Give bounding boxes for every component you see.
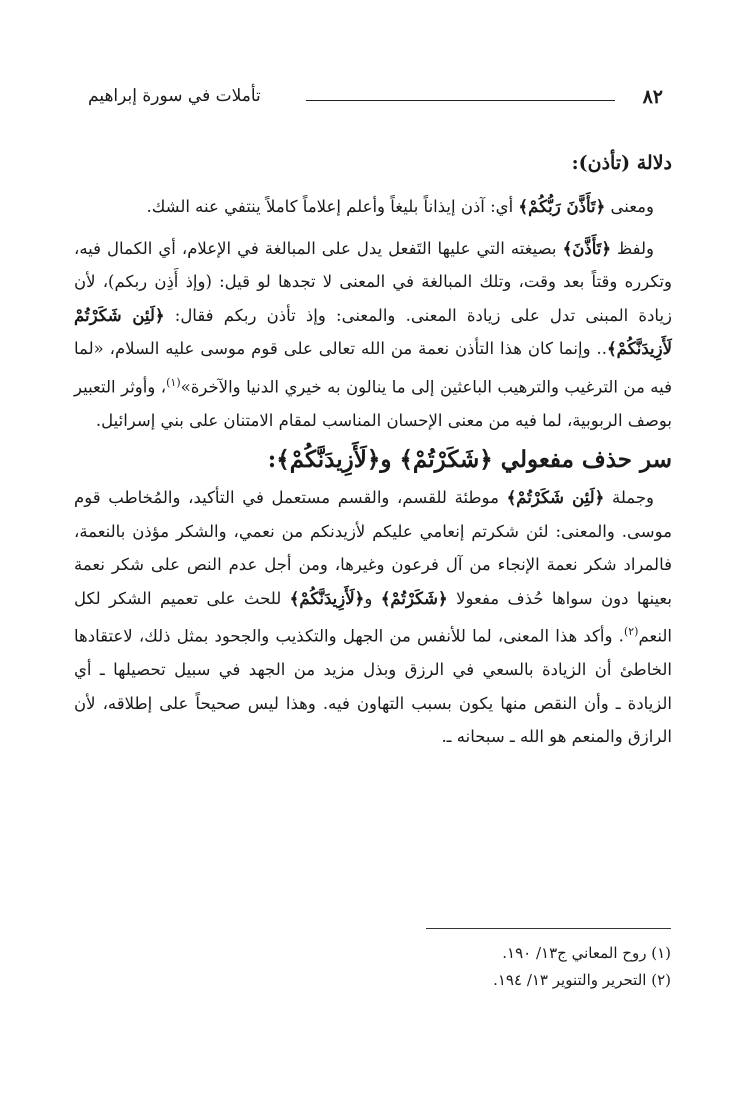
section-heading-taadhdhan: دلالة (تأذن):	[571, 152, 672, 174]
paragraph-text: بصيغته التي عليها التَفعل يدل على المبالغة في الإعلام، أي الكمال فيه، وتكرره وقتاً بعد وقت، وتلك المبالغة في المعنى لا تجدها لو قيل: (وإذ أَذِن ربكم)، لأن زيادة المبنى تدل على زيادة المعنى. والمعنى: وإذ تأذن ربكم فقال:	[74, 238, 673, 325]
footnote-marker: (٢)	[623, 625, 639, 638]
paragraph-text: للحث على تعميم الشكر لكل النعم	[74, 588, 672, 646]
heading-text: سر حذف مفعولي	[492, 446, 672, 473]
quran-verse: ﴿شَكَرْتُمْ﴾	[399, 446, 493, 473]
paragraph-text: أي: آذن إيذاناً بليغاً وأعلم إعلاماً كاملاً ينتفي عنه الشك.	[146, 197, 519, 216]
quran-verse: ﴿لَئِن شَكَرْتُمْ لَأَزِيدَنَّكُمْ﴾	[74, 305, 672, 358]
heading-text: و	[380, 446, 400, 473]
quran-verse: ﴿شَكَرْتُمْ﴾	[380, 588, 448, 608]
book-title: تأملات في سورة إبراهيم	[88, 86, 261, 106]
paragraph-text: موطئة للقسم، والقسم مستعمل في التأكيد، والمُخاطب قوم موسى. والمعنى: لئن شكرتم إنعامي عليكم لأزيدنكم من نعمي، والشكر مؤذن بالنعمة، فالمراد شكر نعمة الإنجاء من آل فرعون وغيرها، ومن أجل عدم النص على شكر نعمة بعينها دون سواها حُذف مفعولا	[74, 488, 672, 608]
footnote-rule	[426, 928, 671, 929]
paragraph	[74, 232, 672, 438]
body-text	[74, 148, 672, 762]
header-rule	[306, 100, 615, 101]
footnote-2: (٢) التحرير والتنوير ١٣/ ١٩٤.	[493, 971, 671, 989]
paragraph-text: ولفظ	[610, 238, 655, 258]
quran-verse: ﴿لَئِن شَكَرْتُمْ﴾	[506, 488, 605, 507]
footnote-marker: (١)	[166, 375, 181, 389]
paragraph-text: وجملة	[604, 488, 655, 507]
page-number: ٨٢	[642, 86, 663, 108]
running-header	[88, 86, 663, 112]
paragraph-text: . وأكد هذا المعنى، لما للأنفس من الجهل والتكذيب والجحود بمثل ذلك، لاعتقادها الخاطئ أن الزيادة بالسعي في الرزق وبذل مزيد من الجهد في سبيل تحصيلها ـ أي الزيادة ـ وأن النقص منها يكون بسبب التهاون فيه. وهذا ليس صحيحاً على إطلاقه، لأن الرازق والمنعم هو الله ـ سبحانه ـ.	[74, 626, 672, 746]
paragraph-text: .. وإنما كان هذا التأذن نعمة من الله تعالى على قوم موسى عليه السلام، «لما فيه من الترغيب والترهيب الباعثين إلى ما ينالون به خيري الدنيا والآخرة»	[74, 339, 672, 396]
quran-verse: ﴿تَأَذَّنَ رَبُّكُمْ﴾	[518, 197, 606, 216]
quran-verse: ﴿لَأَزِيدَنَّكُمْ﴾	[289, 588, 365, 608]
heading-text: :	[267, 446, 277, 473]
paragraph	[74, 481, 672, 754]
paragraph-text: ، وأوثر التعبير بوصف الربوبية، لما فيه من معنى الإحسان المناسب لمقام الامتنان على بني إسرائيل.	[74, 377, 672, 430]
paragraph-text: و	[364, 588, 381, 608]
footnotes	[81, 940, 671, 994]
footnote-1: (١) روح المعاني ج١٣/ ١٩٠.	[502, 944, 671, 962]
paragraph	[74, 190, 672, 224]
quran-verse: ﴿تَأَذَّنَ﴾	[562, 238, 611, 258]
paragraph-text: ومعنى	[605, 197, 654, 216]
quran-verse: ﴿لَأَزِيدَنَّكُمْ﴾	[276, 446, 381, 473]
section-heading-object-omission	[74, 445, 672, 475]
